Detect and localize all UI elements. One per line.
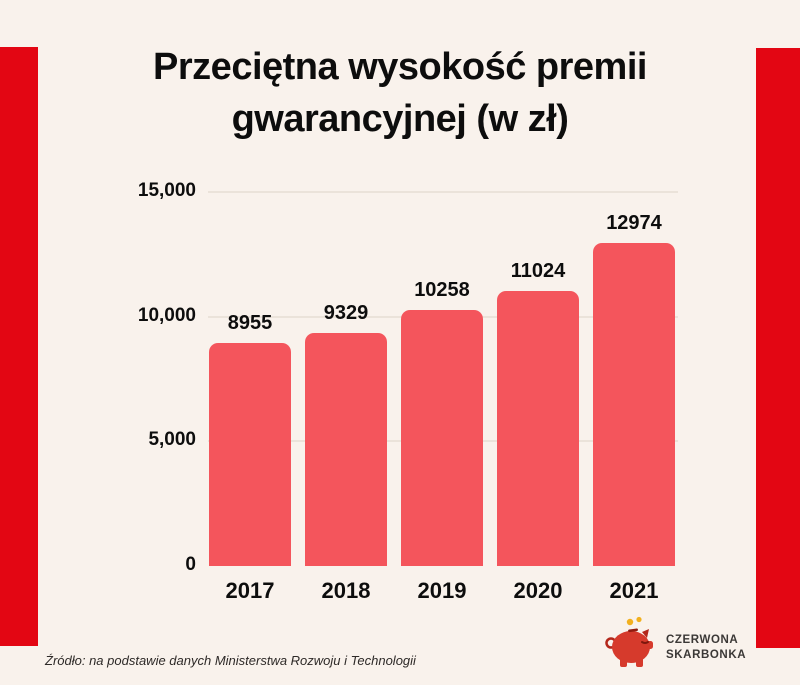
x-axis-label: 2020 [513,578,563,603]
bar-2020 [497,291,579,566]
bar-value-label: 9329 [323,302,369,325]
bar-value-label: 8955 [227,311,273,334]
source-note: Źródło: na podstawie danych Ministerstwa Rozwoju i Technologii [45,653,416,668]
bar-value-label: 11024 [510,260,566,283]
gridline [208,191,678,193]
bar-value-label: 12974 [606,211,662,234]
y-axis-tick: 15,000 [137,180,196,201]
bar-2021 [593,243,675,566]
x-axis-label: 2021 [609,578,659,603]
x-axis-label: 2019 [417,578,467,603]
bar-2017 [209,343,291,566]
logo-text-line1: CZERWONA [666,633,739,646]
bar-2018 [305,333,387,566]
page-title-line1: Przeciętna wysokość premii [153,46,647,89]
bar-value-label: 10258 [414,279,470,302]
logo [602,616,746,679]
logo-text [666,633,746,663]
piggy-bank-icon [602,616,660,679]
y-axis-tick: 0 [185,554,196,575]
page-title-line2: gwarancyjnej (w zł) [231,98,569,141]
x-axis-label: 2018 [321,578,371,603]
x-axis-label: 2017 [225,578,275,603]
y-axis-tick: 5,000 [148,429,196,451]
y-axis-tick: 10,000 [137,304,196,326]
logo-text-line2: SKARBONKA [666,648,747,661]
bar-2019 [401,310,483,566]
